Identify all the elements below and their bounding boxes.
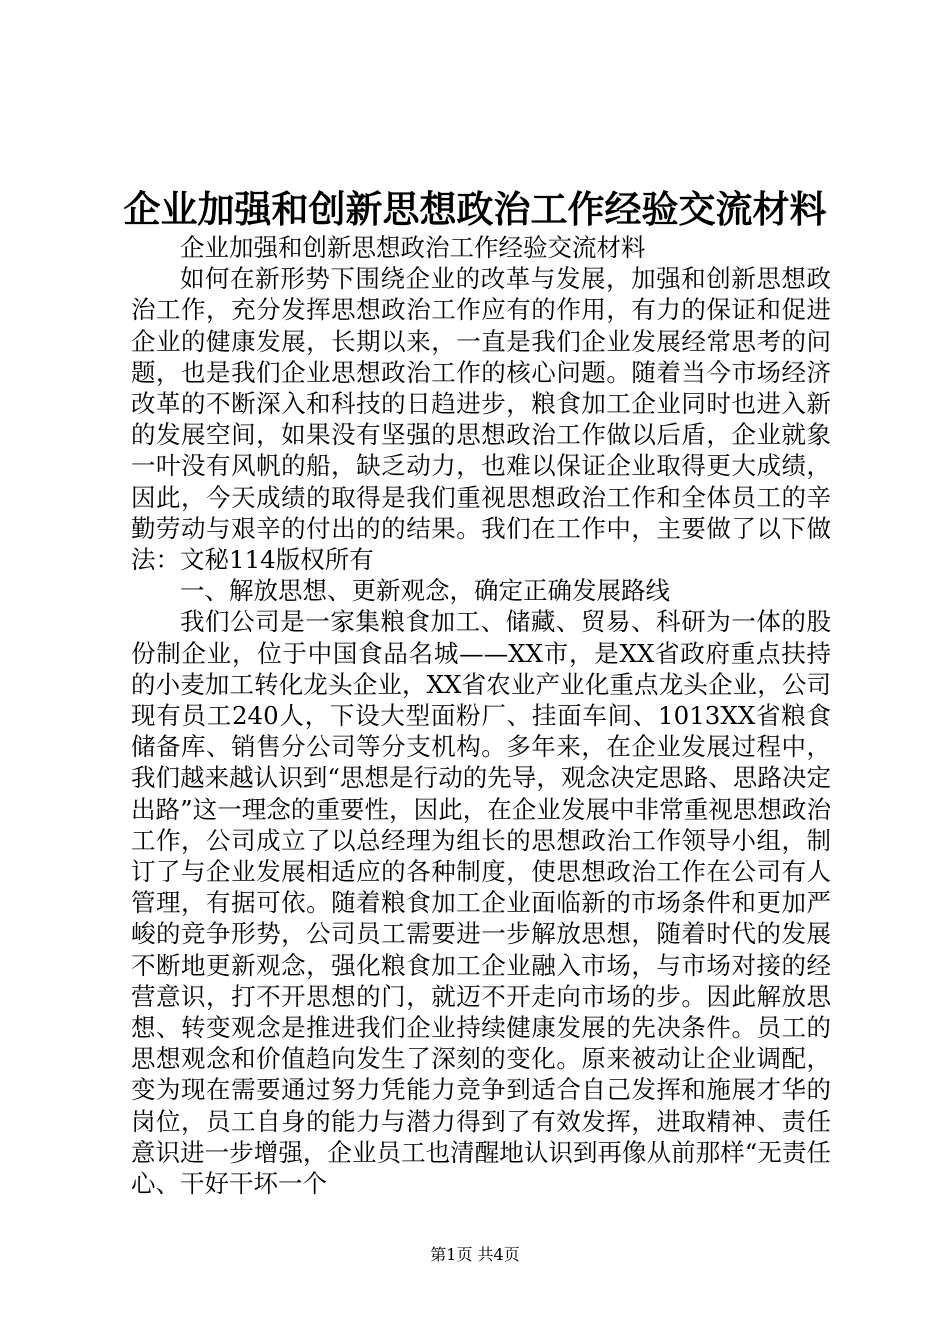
document-title: 企业加强和创新思想政治工作经验交流材料 bbox=[123, 187, 827, 231]
subtitle-paragraph: 企业加强和创新思想政治工作经验交流材料 bbox=[180, 233, 646, 262]
intro-paragraph: 如何在新形势下围绕企业的改革与发展，加强和创新思想政治工作，充分发挥思想政治工作应有的作用，有力的保证和促进企业的健康发展，长期以来，一直是我们企业发展经常思考的问题，也是我们企业思想政治工作的核心问题。随着当今市场经济改革的不断深入和科技的日趋进步，粮食加工企业同时也进入新的发展空间，如果没有坚强的思想政治工作做以后盾，企业就象一叶没有风帆的船，缺乏动力，也难以保证企业取得更大成绩，因此，今天成绩的取得是我们重视思想政治工作和全体员工的辛勤劳动与艰辛的付出的的结果。我们在工作中，主要做了以下做法：文秘114版权所有 bbox=[131, 264, 831, 575]
section-heading: 一、解放思想、更新观念，确定正确发展路线 bbox=[180, 576, 670, 606]
document-body bbox=[131, 232, 831, 1199]
page-footer: 第1页 共4页 bbox=[430, 1245, 520, 1264]
body-paragraph: 我们公司是一家集粮食加工、储藏、贸易、科研为一体的股份制企业，位于中国食品名城——XX市，是XX省政府重点扶持的小麦加工转化龙头企业，XX省农业产业化重点龙头企业，公司现有员工240人，下设大型面粉厂、挂面车间、1013XX省粮食储备库、销售分公司等分支机构。多年来，在企业发展过程中，我们越来越认识到“思想是行动的先导，观念决定思路、思路决定出路”这一理念的重要性，因此，在企业发展中非常重视思想政治工作，公司成立了以总经理为组长的思想政治工作领导小组，制订了与企业发展相适应的各种制度，使思想政治工作在公司有人管理，有据可依。随着粮食加工企业面临新的市场条件和更加严峻的竞争形势，公司员工需要进一步解放思想，随着时代的发展不断地更新观念，强化粮食加工企业融入市场，与市场对接的经营意识，打不开思想的门，就迈不开走向市场的步。因此解放思想、转变观念是推进我们企业持续健康发展的先决条件。员工的思想观念和价值趋向发生了深刻的变化。原来被动让企业调配，变为现在需要通过努力凭能力竞争到适合自己发挥和施展才华的岗位，员工自身的能力与潜力得到了有效发挥，进取精神、责任意识进一步增强，企业员工也清醒地认识到再像从前那样“无责任心、干好干坏一个 bbox=[131, 607, 831, 1199]
